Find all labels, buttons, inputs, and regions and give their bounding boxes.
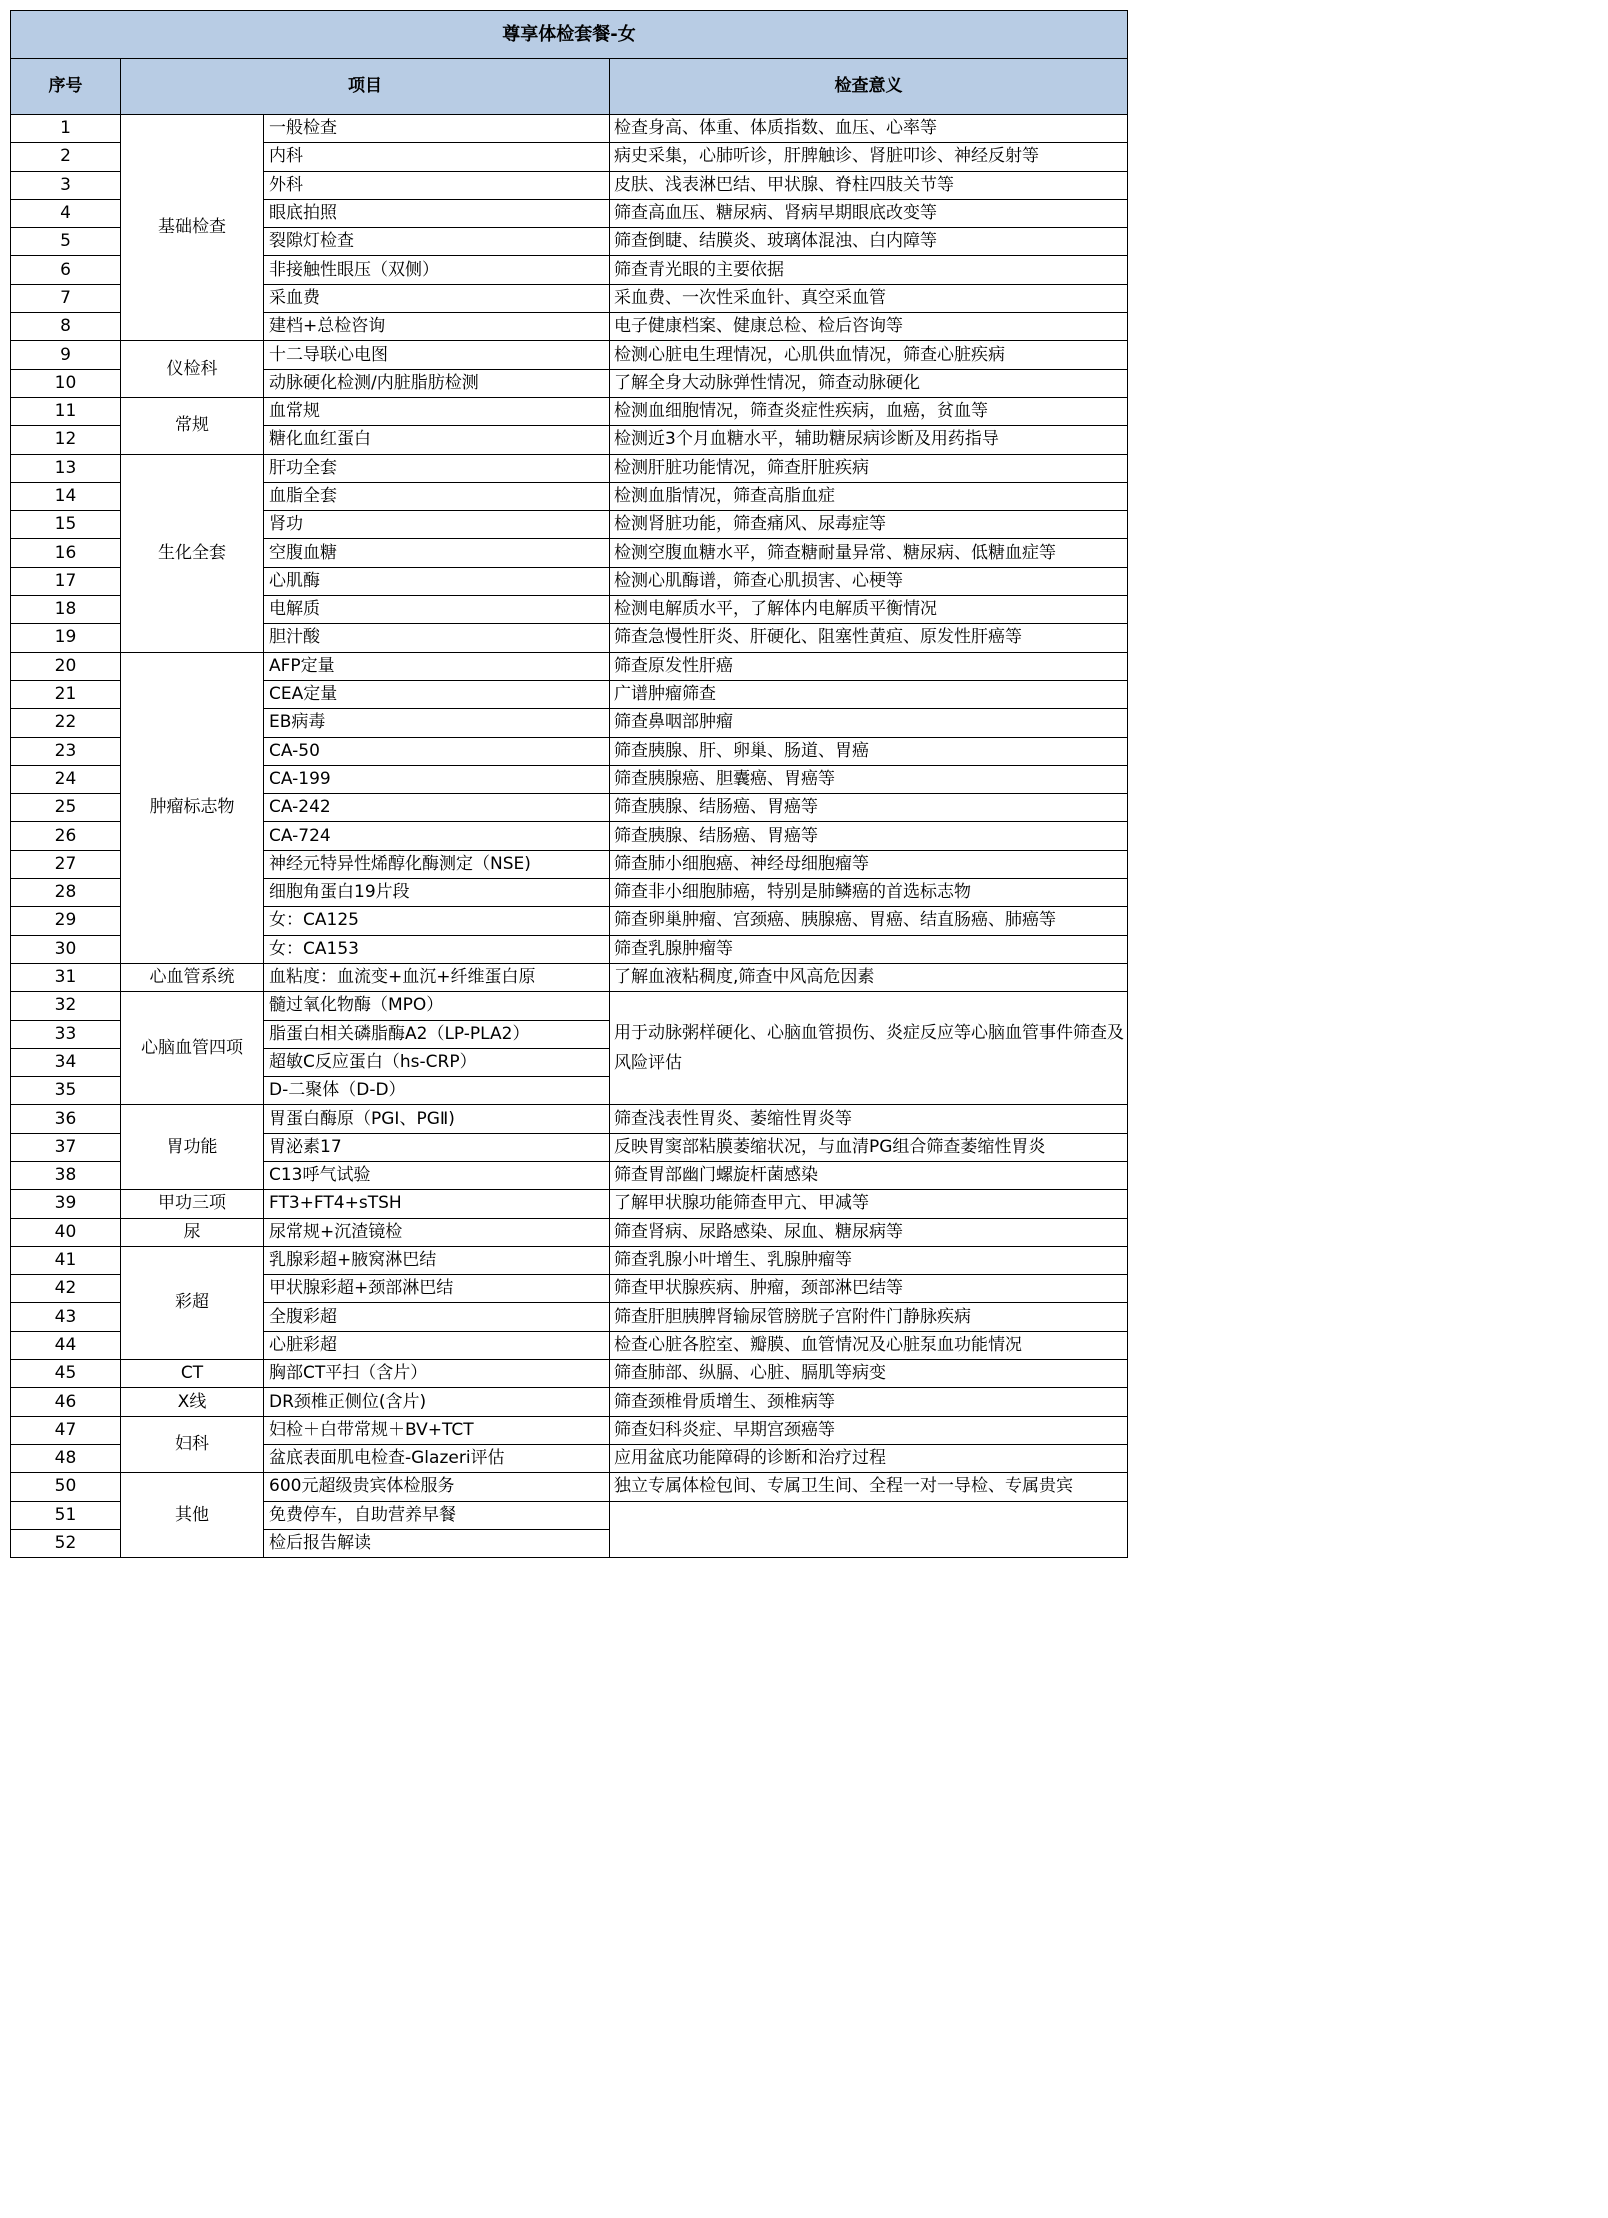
seq-cell: 1 [11, 115, 121, 143]
seq-cell: 14 [11, 482, 121, 510]
meaning-cell: 筛查浅表性胃炎、萎缩性胃炎等 [610, 1105, 1128, 1133]
meaning-cell: 广谱肿瘤筛查 [610, 680, 1128, 708]
category-cell: 肿瘤标志物 [121, 652, 264, 963]
item-cell: 女：CA153 [264, 935, 610, 963]
meaning-cell: 应用盆底功能障碍的诊断和治疗过程 [610, 1444, 1128, 1472]
meaning-cell: 检测电解质水平，了解体内电解质平衡情况 [610, 596, 1128, 624]
table-row [11, 1360, 1128, 1388]
item-cell: 盆底表面肌电检查-Glazeri评估 [264, 1444, 610, 1472]
seq-cell: 18 [11, 596, 121, 624]
item-cell: CA-242 [264, 794, 610, 822]
meaning-cell: 筛查非小细胞肺癌，特别是肺鳞癌的首选标志物 [610, 879, 1128, 907]
meaning-cell: 用于动脉粥样硬化、心脑血管损伤、炎症反应等心脑血管事件筛查及风险评估 [610, 992, 1128, 1105]
package-table [10, 10, 1128, 1558]
item-cell: C13呼气试验 [264, 1161, 610, 1189]
item-cell: AFP定量 [264, 652, 610, 680]
seq-cell: 17 [11, 567, 121, 595]
seq-cell: 50 [11, 1473, 121, 1501]
table-row [11, 115, 1128, 143]
item-cell: 超敏C反应蛋白（hs-CRP） [264, 1048, 610, 1076]
meaning-cell: 筛查高血压、糖尿病、肾病早期眼底改变等 [610, 199, 1128, 227]
category-cell: 心脑血管四项 [121, 992, 264, 1105]
meaning-cell: 筛查胰腺、结肠癌、胃癌等 [610, 822, 1128, 850]
meaning-cell: 筛查急慢性肝炎、肝硬化、阻塞性黄疸、原发性肝癌等 [610, 624, 1128, 652]
seq-cell: 36 [11, 1105, 121, 1133]
seq-cell: 11 [11, 397, 121, 425]
item-cell: 空腹血糖 [264, 539, 610, 567]
item-cell: 心肌酶 [264, 567, 610, 595]
category-cell: X线 [121, 1388, 264, 1416]
header-meaning: 检查意义 [610, 59, 1128, 115]
item-cell: 血粘度：血流变+血沉+纤维蛋白原 [264, 963, 610, 991]
item-cell: 女：CA125 [264, 907, 610, 935]
meaning-cell: 检测肾脏功能，筛查痛风、尿毒症等 [610, 511, 1128, 539]
item-cell: 神经元特异性烯醇化酶测定（NSE) [264, 850, 610, 878]
seq-cell: 37 [11, 1133, 121, 1161]
meaning-cell: 检测空腹血糖水平，筛查糖耐量异常、糖尿病、低糖血症等 [610, 539, 1128, 567]
seq-cell: 43 [11, 1303, 121, 1331]
meaning-cell: 筛查鼻咽部肿瘤 [610, 709, 1128, 737]
item-cell: CA-199 [264, 765, 610, 793]
seq-cell: 30 [11, 935, 121, 963]
item-cell: 电解质 [264, 596, 610, 624]
seq-cell: 21 [11, 680, 121, 708]
table-row [11, 1246, 1128, 1274]
seq-cell: 48 [11, 1444, 121, 1472]
item-cell: 心脏彩超 [264, 1331, 610, 1359]
seq-cell: 26 [11, 822, 121, 850]
meaning-cell: 采血费、一次性采血针、真空采血管 [610, 284, 1128, 312]
meaning-cell: 了解全身大动脉弹性情况，筛查动脉硬化 [610, 369, 1128, 397]
seq-cell: 32 [11, 992, 121, 1020]
item-cell: 十二导联心电图 [264, 341, 610, 369]
item-cell: 外科 [264, 171, 610, 199]
seq-cell: 19 [11, 624, 121, 652]
item-cell: FT3+FT4+sTSH [264, 1190, 610, 1218]
category-cell: 基础检查 [121, 115, 264, 341]
category-cell: 尿 [121, 1218, 264, 1246]
item-cell: CA-724 [264, 822, 610, 850]
meaning-cell: 检测肝脏功能情况，筛查肝脏疾病 [610, 454, 1128, 482]
meaning-cell: 电子健康档案、健康总检、检后咨询等 [610, 313, 1128, 341]
item-cell: 裂隙灯检查 [264, 228, 610, 256]
meaning-cell: 反映胃窦部粘膜萎缩状况，与血清PG组合筛查萎缩性胃炎 [610, 1133, 1128, 1161]
meaning-cell: 筛查胰腺、结肠癌、胃癌等 [610, 794, 1128, 822]
seq-cell: 16 [11, 539, 121, 567]
table-row [11, 1388, 1128, 1416]
item-cell: 一般检查 [264, 115, 610, 143]
item-cell: 甲状腺彩超+颈部淋巴结 [264, 1275, 610, 1303]
item-cell: 非接触性眼压（双侧） [264, 256, 610, 284]
category-cell: 生化全套 [121, 454, 264, 652]
meaning-cell: 检测心脏电生理情况，心肌供血情况，筛查心脏疾病 [610, 341, 1128, 369]
header-seq: 序号 [11, 59, 121, 115]
item-cell: D-二聚体（D-D） [264, 1077, 610, 1105]
seq-cell: 52 [11, 1529, 121, 1557]
seq-cell: 46 [11, 1388, 121, 1416]
item-cell: 乳腺彩超+腋窝淋巴结 [264, 1246, 610, 1274]
category-cell: 常规 [121, 397, 264, 454]
item-cell: DR颈椎正侧位(含片) [264, 1388, 610, 1416]
seq-cell: 25 [11, 794, 121, 822]
item-cell: 尿常规+沉渣镜检 [264, 1218, 610, 1246]
meaning-cell: 筛查胃部幽门螺旋杆菌感染 [610, 1161, 1128, 1189]
meaning-cell: 筛查倒睫、结膜炎、玻璃体混浊、白内障等 [610, 228, 1128, 256]
meaning-cell: 检查心脏各腔室、瓣膜、血管情况及心脏泵血功能情况 [610, 1331, 1128, 1359]
meaning-cell: 筛查胰腺癌、胆囊癌、胃癌等 [610, 765, 1128, 793]
header-item: 项目 [121, 59, 610, 115]
meaning-cell: 皮肤、浅表淋巴结、甲状腺、脊柱四肢关节等 [610, 171, 1128, 199]
category-cell: 彩超 [121, 1246, 264, 1359]
seq-cell: 34 [11, 1048, 121, 1076]
meaning-cell: 检测心肌酶谱，筛查心肌损害、心梗等 [610, 567, 1128, 595]
table-row [11, 397, 1128, 425]
seq-cell: 3 [11, 171, 121, 199]
item-cell: 胃蛋白酶原（PGⅠ、PGⅡ) [264, 1105, 610, 1133]
seq-cell: 38 [11, 1161, 121, 1189]
meaning-cell: 独立专属体检包间、专属卫生间、全程一对一导检、专属贵宾 [610, 1473, 1128, 1501]
table-row [11, 1190, 1128, 1218]
item-cell: 细胞角蛋白19片段 [264, 879, 610, 907]
meaning-cell: 筛查肾病、尿路感染、尿血、糖尿病等 [610, 1218, 1128, 1246]
meaning-cell: 筛查青光眼的主要依据 [610, 256, 1128, 284]
item-cell: CA-50 [264, 737, 610, 765]
item-cell: 胸部CT平扫（含片） [264, 1360, 610, 1388]
table-row [11, 1473, 1128, 1501]
meaning-cell: 检测近3个月血糖水平，辅助糖尿病诊断及用药指导 [610, 426, 1128, 454]
category-cell: CT [121, 1360, 264, 1388]
seq-cell: 35 [11, 1077, 121, 1105]
category-cell: 仪检科 [121, 341, 264, 398]
seq-cell: 2 [11, 143, 121, 171]
item-cell: 全腹彩超 [264, 1303, 610, 1331]
item-cell: 内科 [264, 143, 610, 171]
table-row [11, 1218, 1128, 1246]
item-cell: 血常规 [264, 397, 610, 425]
seq-cell: 20 [11, 652, 121, 680]
seq-cell: 47 [11, 1416, 121, 1444]
item-cell: 胆汁酸 [264, 624, 610, 652]
item-cell: EB病毒 [264, 709, 610, 737]
table-body [11, 115, 1128, 1558]
seq-cell: 40 [11, 1218, 121, 1246]
item-cell: 免费停车，自助营养早餐 [264, 1501, 610, 1529]
table-row [11, 963, 1128, 991]
seq-cell: 24 [11, 765, 121, 793]
seq-cell: 4 [11, 199, 121, 227]
category-cell: 妇科 [121, 1416, 264, 1473]
meaning-cell: 了解血液粘稠度,筛查中风高危因素 [610, 963, 1128, 991]
item-cell: 胃泌素17 [264, 1133, 610, 1161]
meaning-cell: 检测血细胞情况，筛查炎症性疾病，血癌，贫血等 [610, 397, 1128, 425]
meaning-cell: 筛查卵巢肿瘤、宫颈癌、胰腺癌、胃癌、结直肠癌、肺癌等 [610, 907, 1128, 935]
table-row [11, 652, 1128, 680]
item-cell: 检后报告解读 [264, 1529, 610, 1557]
table-title: 尊享体检套餐-女 [11, 11, 1128, 59]
category-cell: 其他 [121, 1473, 264, 1558]
seq-cell: 29 [11, 907, 121, 935]
meaning-cell: 筛查颈椎骨质增生、颈椎病等 [610, 1388, 1128, 1416]
table-row [11, 992, 1128, 1020]
seq-cell: 7 [11, 284, 121, 312]
item-cell: CEA定量 [264, 680, 610, 708]
table-row [11, 1105, 1128, 1133]
item-cell: 600元超级贵宾体检服务 [264, 1473, 610, 1501]
item-cell: 髓过氧化物酶（MPO） [264, 992, 610, 1020]
table-row [11, 1416, 1128, 1444]
meaning-cell [610, 1501, 1128, 1558]
seq-cell: 39 [11, 1190, 121, 1218]
meaning-cell: 筛查胰腺、肝、卵巢、肠道、胃癌 [610, 737, 1128, 765]
seq-cell: 5 [11, 228, 121, 256]
meaning-cell: 筛查原发性肝癌 [610, 652, 1128, 680]
item-cell: 肝功全套 [264, 454, 610, 482]
item-cell: 糖化血红蛋白 [264, 426, 610, 454]
seq-cell: 23 [11, 737, 121, 765]
meaning-cell: 筛查肺部、纵膈、心脏、膈肌等病变 [610, 1360, 1128, 1388]
item-cell: 脂蛋白相关磷脂酶A2（LP-PLA2） [264, 1020, 610, 1048]
category-cell: 胃功能 [121, 1105, 264, 1190]
meaning-cell: 筛查乳腺小叶增生、乳腺肿瘤等 [610, 1246, 1128, 1274]
category-cell: 心血管系统 [121, 963, 264, 991]
meaning-cell: 检测血脂情况，筛查高脂血症 [610, 482, 1128, 510]
category-cell: 甲功三项 [121, 1190, 264, 1218]
seq-cell: 45 [11, 1360, 121, 1388]
meaning-cell: 筛查甲状腺疾病、肿瘤，颈部淋巴结等 [610, 1275, 1128, 1303]
item-cell: 肾功 [264, 511, 610, 539]
seq-cell: 31 [11, 963, 121, 991]
item-cell: 动脉硬化检测/内脏脂肪检测 [264, 369, 610, 397]
seq-cell: 8 [11, 313, 121, 341]
seq-cell: 15 [11, 511, 121, 539]
seq-cell: 12 [11, 426, 121, 454]
seq-cell: 27 [11, 850, 121, 878]
item-cell: 眼底拍照 [264, 199, 610, 227]
meaning-cell: 筛查妇科炎症、早期宫颈癌等 [610, 1416, 1128, 1444]
meaning-cell: 筛查肝胆胰脾肾输尿管膀胱子宫附件门静脉疾病 [610, 1303, 1128, 1331]
item-cell: 妇检＋白带常规＋BV+TCT [264, 1416, 610, 1444]
seq-cell: 51 [11, 1501, 121, 1529]
item-cell: 血脂全套 [264, 482, 610, 510]
table-row [11, 454, 1128, 482]
seq-cell: 33 [11, 1020, 121, 1048]
item-cell: 建档+总检咨询 [264, 313, 610, 341]
seq-cell: 28 [11, 879, 121, 907]
meaning-cell: 筛查肺小细胞癌、神经母细胞瘤等 [610, 850, 1128, 878]
meaning-cell: 病史采集，心肺听诊，肝脾触诊、肾脏叩诊、神经反射等 [610, 143, 1128, 171]
seq-cell: 22 [11, 709, 121, 737]
item-cell: 采血费 [264, 284, 610, 312]
meaning-cell: 了解甲状腺功能筛查甲亢、甲减等 [610, 1190, 1128, 1218]
meaning-cell: 检查身高、体重、体质指数、血压、心率等 [610, 115, 1128, 143]
seq-cell: 9 [11, 341, 121, 369]
seq-cell: 44 [11, 1331, 121, 1359]
meaning-cell: 筛查乳腺肿瘤等 [610, 935, 1128, 963]
seq-cell: 41 [11, 1246, 121, 1274]
seq-cell: 6 [11, 256, 121, 284]
seq-cell: 13 [11, 454, 121, 482]
seq-cell: 10 [11, 369, 121, 397]
seq-cell: 42 [11, 1275, 121, 1303]
table-row [11, 341, 1128, 369]
